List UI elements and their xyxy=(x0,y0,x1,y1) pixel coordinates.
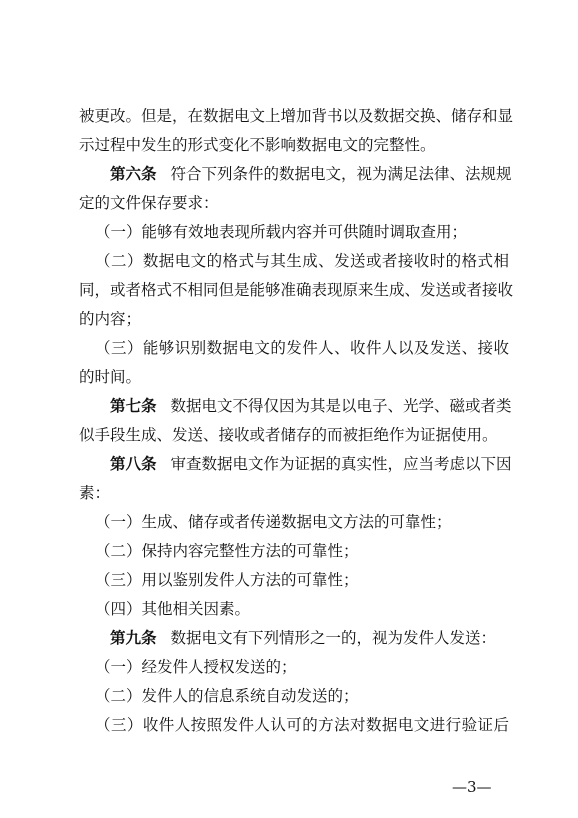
list-item: （四）其他相关因素。 xyxy=(95,600,251,618)
article-paragraph: 第七条 数据电文不得仅因为其是以电子、光学、磁或者类 xyxy=(110,397,512,415)
body-line: 似手段生成、发送、接收或者储存的而被拒绝作为证据使用。 xyxy=(79,426,498,444)
body-line: 素： xyxy=(79,484,111,502)
list-item: （二）发件人的信息系统自动发送的； xyxy=(95,687,359,705)
article-paragraph: 第九条 数据电文有下列情形之一的，视为发件人发送： xyxy=(110,629,497,647)
list-item: （二）保持内容完整性方法的可靠性； xyxy=(95,542,359,560)
list-item: （三）收件人按照发件人认可的方法对数据电文进行验证后 xyxy=(95,716,509,734)
article-heading: 第六条 xyxy=(110,165,157,183)
article-paragraph: 第八条 审查数据电文作为证据的真实性，应当考虑以下因 xyxy=(110,455,512,473)
list-item: （二）数据电文的格式与其生成、发送或者接收时的格式相 xyxy=(95,252,509,270)
article-heading: 第九条 xyxy=(110,629,157,647)
body-line: 同，或者格式不相同但是能够准确表现原来生成、发送或者接收 xyxy=(79,281,514,299)
body-line: 的内容； xyxy=(79,310,142,328)
list-item: （一）经发件人授权发送的； xyxy=(95,658,297,676)
body-line: 示过程中发生的形式变化不影响数据电文的完整性。 xyxy=(79,136,436,154)
body-line: 定的文件保存要求： xyxy=(79,194,219,212)
page-number: —3— xyxy=(452,778,492,796)
article-paragraph: 第六条 符合下列条件的数据电文，视为满足法律、法规规 xyxy=(110,165,512,183)
article-heading: 第七条 xyxy=(110,397,157,415)
body-line: 的时间。 xyxy=(79,368,142,386)
list-item: （一）生成、储存或者传递数据电文方法的可靠性； xyxy=(95,513,452,531)
body-line: 被更改。但是，在数据电文上增加背书以及数据交换、储存和显 xyxy=(79,107,514,125)
list-item: （三）用以鉴别发件人方法的可靠性； xyxy=(95,571,359,589)
list-item: （一）能够有效地表现所载内容并可供随时调取查用； xyxy=(95,223,468,241)
article-heading: 第八条 xyxy=(110,455,157,473)
list-item: （三）能够识别数据电文的发件人、收件人以及发送、接收 xyxy=(95,339,509,357)
